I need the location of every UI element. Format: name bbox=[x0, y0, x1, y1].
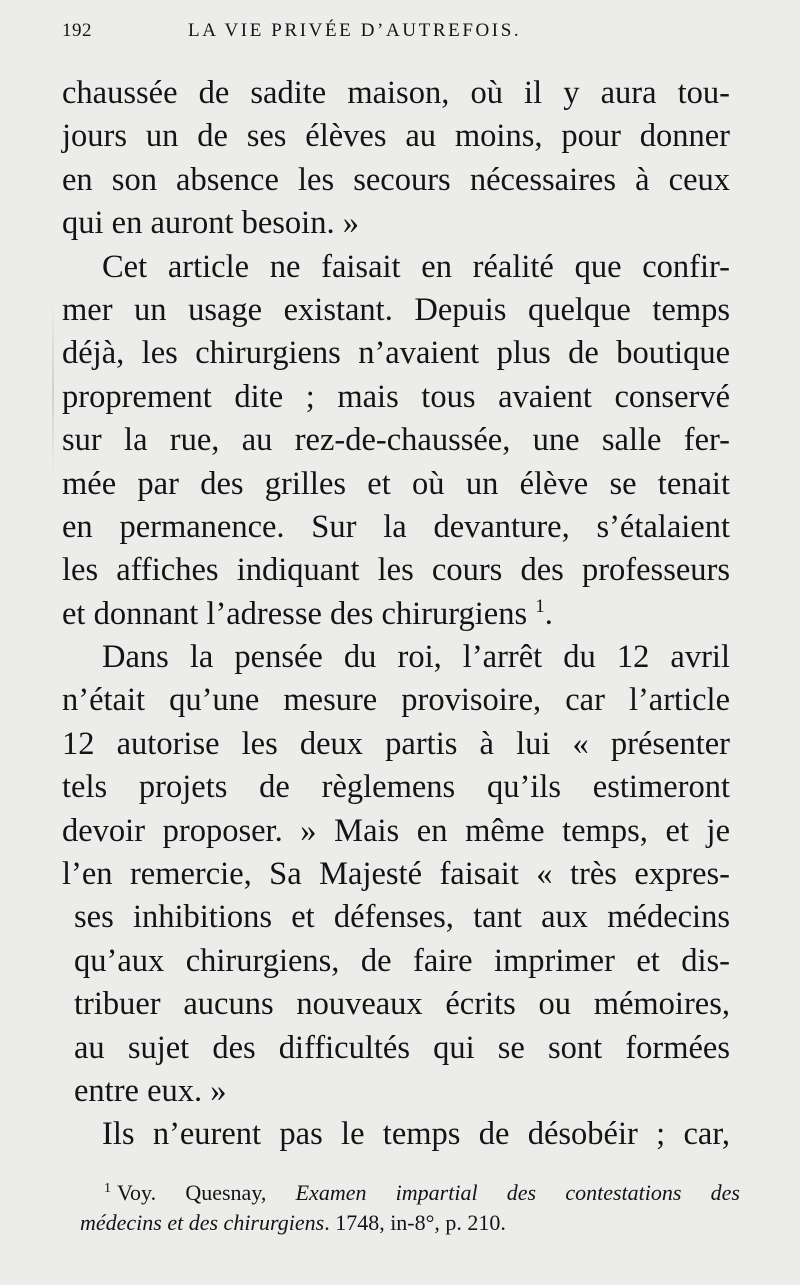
footnote-prefix: Voy. Quesnay, bbox=[117, 1180, 267, 1205]
text-line: au sujet des difficultés qui se sont formées bbox=[74, 1029, 730, 1066]
text-line: les affiches indiquant les cours des professeurs bbox=[62, 552, 730, 589]
text-line: proprement dite ; mais tous avaient conservé bbox=[62, 378, 730, 415]
sentence-period: . bbox=[544, 595, 553, 632]
text-line: ses inhibitions et défenses, tant aux médecins bbox=[74, 899, 730, 936]
text-line: mer un usage existant. Depuis quelque temps bbox=[62, 291, 730, 328]
text-line: chaussée de sadite maison, où il y aura tou- bbox=[62, 75, 730, 111]
footnote-marker: 1 bbox=[104, 1181, 111, 1196]
text-line: 12 autorise les deux partis à lui « présenter bbox=[62, 725, 730, 762]
text-line: en permanence. Sur la devanture, s’étalaient bbox=[62, 508, 730, 545]
text-line: l’en remercie, Sa Majesté faisait « très expres- bbox=[62, 856, 730, 893]
main-text bbox=[62, 72, 730, 1157]
text-segment: et donnant l’adresse des chirurgiens bbox=[62, 595, 528, 632]
footnote-citation: . 1748, in-8°, p. 210. bbox=[324, 1210, 506, 1235]
footnote-title: Examen impartial des contestations des bbox=[295, 1180, 740, 1205]
text-line: en son absence les secours nécessaires à ceux bbox=[62, 161, 730, 198]
text-line: mée par des grilles et où un élève se tenait bbox=[62, 465, 730, 502]
text-line: devoir proposer. » Mais en même temps, et je bbox=[62, 812, 730, 849]
text-line: n’était qu’une mesure provisoire, car l’article bbox=[62, 682, 730, 719]
text-line: jours un de ses élèves au moins, pour donner bbox=[62, 118, 730, 155]
text-line: qu’aux chirurgiens, de faire imprimer et dis- bbox=[74, 942, 730, 979]
text-line-with-note bbox=[62, 593, 730, 636]
footnote-line bbox=[80, 1208, 740, 1238]
footnote-line bbox=[80, 1178, 740, 1208]
text-line: déjà, les chirurgiens n’avaient plus de boutique bbox=[62, 335, 730, 372]
page-number: 192 bbox=[62, 20, 92, 41]
text-line: tels projets de règlemens qu’ils estimeront bbox=[62, 769, 730, 806]
paragraph-start-line: Dans la pensée du roi, l’arrêt du 12 avril bbox=[102, 639, 730, 676]
text-line: sur la rue, au rez-de-chaussée, une salle fer- bbox=[62, 422, 730, 459]
paragraph-start-line: Cet article ne faisait en réalité que confir- bbox=[102, 248, 730, 285]
running-title: LA VIE PRIVÉE D’AUTREFOIS. bbox=[188, 20, 522, 41]
footnote-title: médecins et des chirurgiens bbox=[80, 1210, 325, 1235]
paragraph-start-line: Ils n’eurent pas le temps de désobéir ; car, bbox=[102, 1116, 730, 1153]
text-line: entre eux. » bbox=[74, 1072, 227, 1109]
text-line: tribuer aucuns nouveaux écrits ou mémoires, bbox=[74, 986, 730, 1023]
text-line: qui en auront besoin. » bbox=[62, 205, 359, 242]
footnote-reference: 1 bbox=[535, 595, 545, 617]
gutter-shadow bbox=[52, 300, 54, 480]
page-header bbox=[62, 20, 762, 50]
footnote bbox=[80, 1178, 740, 1238]
